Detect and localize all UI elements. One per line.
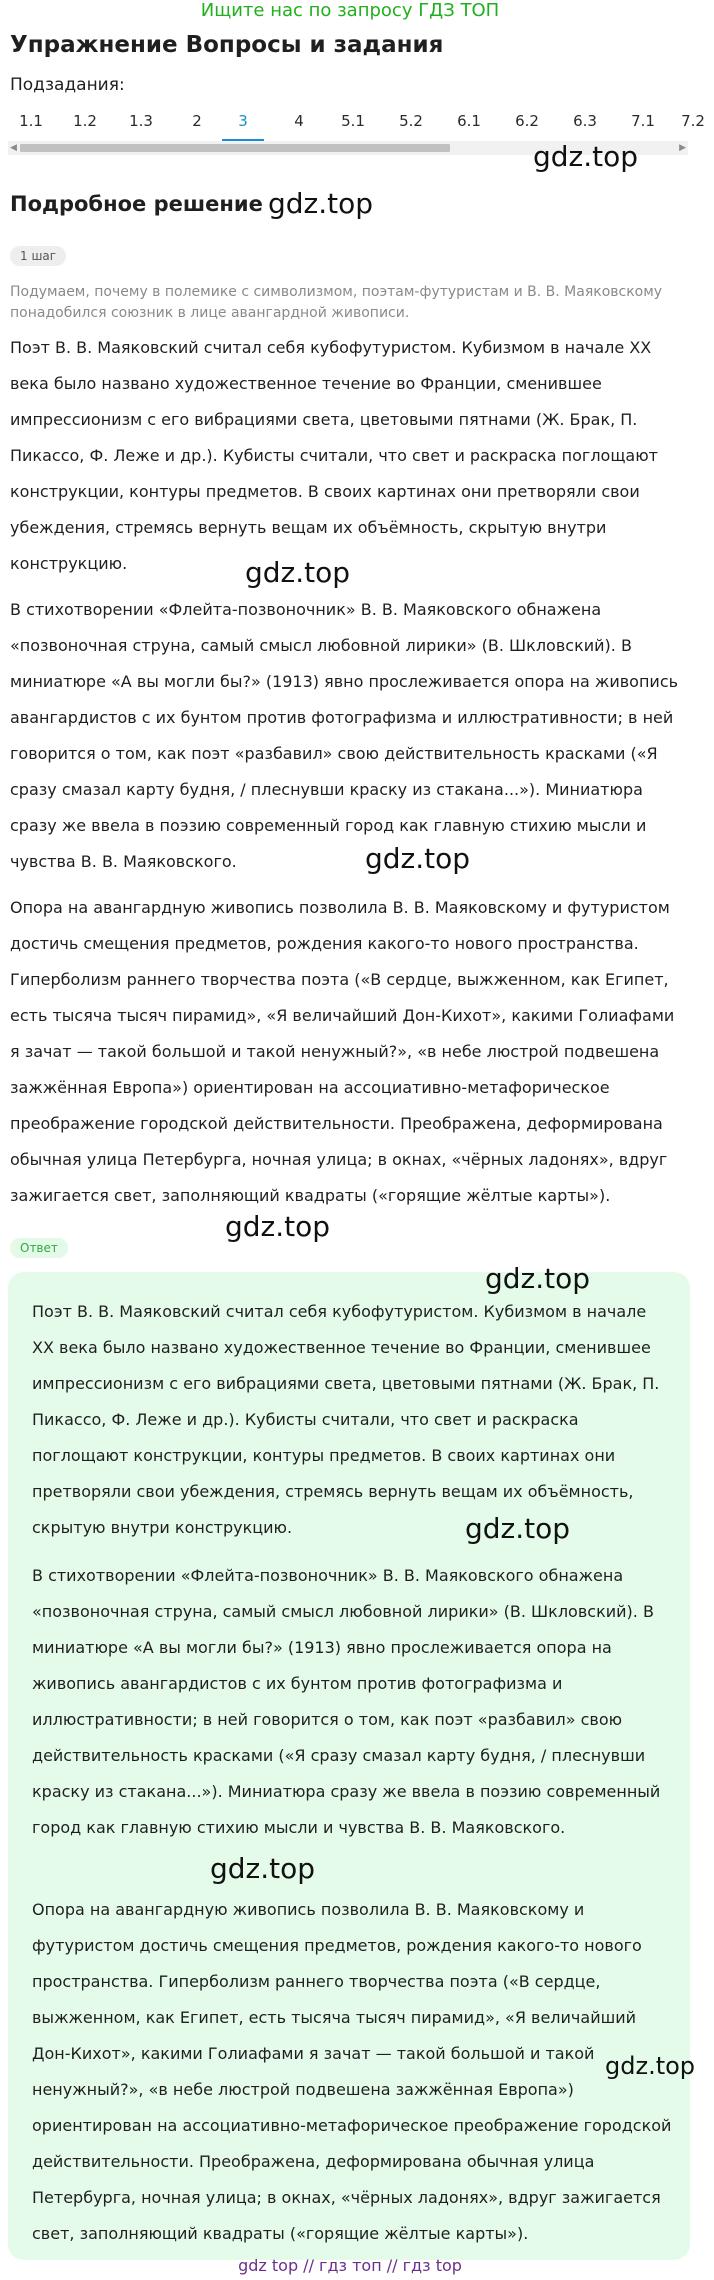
scroll-left-arrow-icon[interactable]: ◀ bbox=[10, 143, 17, 153]
tab-5-1[interactable]: 5.1 bbox=[341, 112, 365, 130]
watermark: gdz.top bbox=[225, 1210, 331, 1243]
top-banner: Ищите нас по запросу ГДЗ ТОП bbox=[200, 0, 500, 21]
watermark: gdz.top bbox=[605, 2052, 696, 2080]
tab-7-1[interactable]: 7.1 bbox=[631, 112, 655, 130]
solution-paragraph: Поэт В. В. Маяковский считал себя кубофутуристом. Кубизмом в начале XX века было названо художественное течение во Франции, сменившее импрессионизм с его вибрациями света, цветовыми пятнами (Ж. Брак, П. Пикассо, Ф. Леже и др.). Кубисты считали, что свет и раскраска поглощают конструкции, контуры предметов. В своих картинах они претворяли свои убеждения, стремясь вернуть вещам их объёмность, скрытую внутри конструкцию. bbox=[10, 338, 658, 573]
scroll-right-arrow-icon[interactable]: ▶ bbox=[679, 143, 686, 153]
step-badge: 1 шаг bbox=[10, 246, 66, 266]
solution-title: Подробное решение bbox=[10, 192, 263, 216]
scrollbar-thumb[interactable] bbox=[20, 144, 450, 152]
subtask-tabs bbox=[10, 107, 705, 143]
solution-paragraph: Опора на авангардную живопись позволила В. В. Маяковскому и футуристом достичь смещения предметов, рождения какого-то нового пространства. Гиперболизм раннего творчества поэта («В сердце, выжженном, как Египет, есть тысяча тысяч пирамид», «Я величайший Дон-Кихот», какими Голиафами я зачат — такой большой и такой ненужный?», «в небе люстрой подвешена зажжённая Европа») ориентирован на ассоциативно-метафорическое преображение городской действительности. Преображена, деформирована обычная улица Петербурга, ночная улица; в окнах, «чёрных ладонях», вдруг зажигается свет, заполняющий квадраты («горящие жёлтые карты»). bbox=[10, 898, 675, 1205]
tab-5-2[interactable]: 5.2 bbox=[399, 112, 423, 130]
watermark: gdz.top bbox=[533, 140, 639, 173]
tab-6-1[interactable]: 6.1 bbox=[457, 112, 481, 130]
tab-7-2[interactable]: 7.2 bbox=[681, 112, 705, 130]
answer-badge: Ответ bbox=[10, 1238, 68, 1258]
step-note: Подумаем, почему в полемике с символизмом, поэтам-футуристам и В. В. Маяковскому понадобился союзник в лице авангардной живописи. bbox=[10, 284, 663, 321]
tab-4[interactable]: 4 bbox=[294, 112, 304, 130]
footer-links[interactable]: gdz top // гдз топ // гдз top bbox=[238, 2256, 462, 2275]
page-title: Упражнение Вопросы и задания bbox=[10, 32, 444, 58]
watermark: gdz.top bbox=[245, 556, 351, 589]
answer-paragraph: Опора на авангардную живопись позволила В. В. Маяковскому и футуристом достичь смещения предметов, рождения какого-то нового пространства. Гиперболизм раннего творчества поэта («В сердце, выжженном, как Египет, есть тысяча тысяч пирамид», «Я величайший Дон-Кихот», какими Голиафами я зачат — такой большой и такой ненужный?», «в небе люстрой подвешена зажжённая Европа») ориентирован на ассоциативно-метафорическое преображение городской действительности. Преображена, деформирована обычная улица Петербурга, ночная улица; в окнах, «чёрных ладонях», вдруг зажигается свет, заполняющий квадраты («горящие жёлтые карты»). bbox=[32, 1900, 672, 2243]
watermark: gdz.top bbox=[465, 1512, 571, 1545]
solution-paragraph: В стихотворении «Флейта-позвоночник» В. В. Маяковского обнажена «позвоночная струна, самый смысл любовной лирики» (В. Шкловский). В миниатюре «А вы могли бы?» (1913) явно прослеживается опора на живопись авангардистов с их бунтом против фотографизма и иллюстративности; в ней говорится о том, как поэт «разбавил» свою действительность красками («Я сразу смазал карту будня, / плеснувши краску из стакана...»). Миниатюра сразу же ввела в поэзию современный город как главную стихию мысли и чувства В. В. Маяковского. bbox=[10, 600, 679, 871]
tab-3[interactable]: 3 bbox=[222, 107, 264, 141]
watermark: gdz.top bbox=[268, 187, 374, 220]
watermark: gdz.top bbox=[485, 1262, 591, 1295]
tab-6-2[interactable]: 6.2 bbox=[515, 112, 539, 130]
subtasks-label: Подзадания: bbox=[10, 75, 125, 95]
answer-paragraph: В стихотворении «Флейта-позвоночник» В. В. Маяковского обнажена «позвоночная струна, самый смысл любовной лирики» (В. Шкловский). В миниатюре «А вы могли бы?» (1913) явно прослеживается опора на живопись авангардистов с их бунтом против фотографизма и иллюстративности; в ней говорится о том, как поэт «разбавил» свою действительность красками («Я сразу смазал карту будня, / плеснувши краску из стакана...»). Миниатюра сразу же ввела в поэзию современный город как главную стихию мысли и чувства В. В. Маяковского. bbox=[32, 1566, 661, 1837]
tab-2[interactable]: 2 bbox=[192, 112, 202, 130]
tab-1-1[interactable]: 1.1 bbox=[19, 112, 43, 130]
answer-paragraph: Поэт В. В. Маяковский считал себя кубофутуристом. Кубизмом в начале XX века было названо художественное течение во Франции, сменившее импрессионизм с его вибрациями света, цветовыми пятнами (Ж. Брак, П. Пикассо, Ф. Леже и др.). Кубисты считали, что свет и раскраска поглощают конструкции, контуры предметов. В своих картинах они претворяли свои убеждения, стремясь вернуть вещам их объёмность, скрытую внутри конструкцию. bbox=[32, 1302, 660, 1537]
tab-1-3[interactable]: 1.3 bbox=[129, 112, 153, 130]
tab-6-3[interactable]: 6.3 bbox=[573, 112, 597, 130]
tab-1-2[interactable]: 1.2 bbox=[73, 112, 97, 130]
watermark: gdz.top bbox=[210, 1852, 316, 1885]
watermark: gdz.top bbox=[365, 842, 471, 875]
